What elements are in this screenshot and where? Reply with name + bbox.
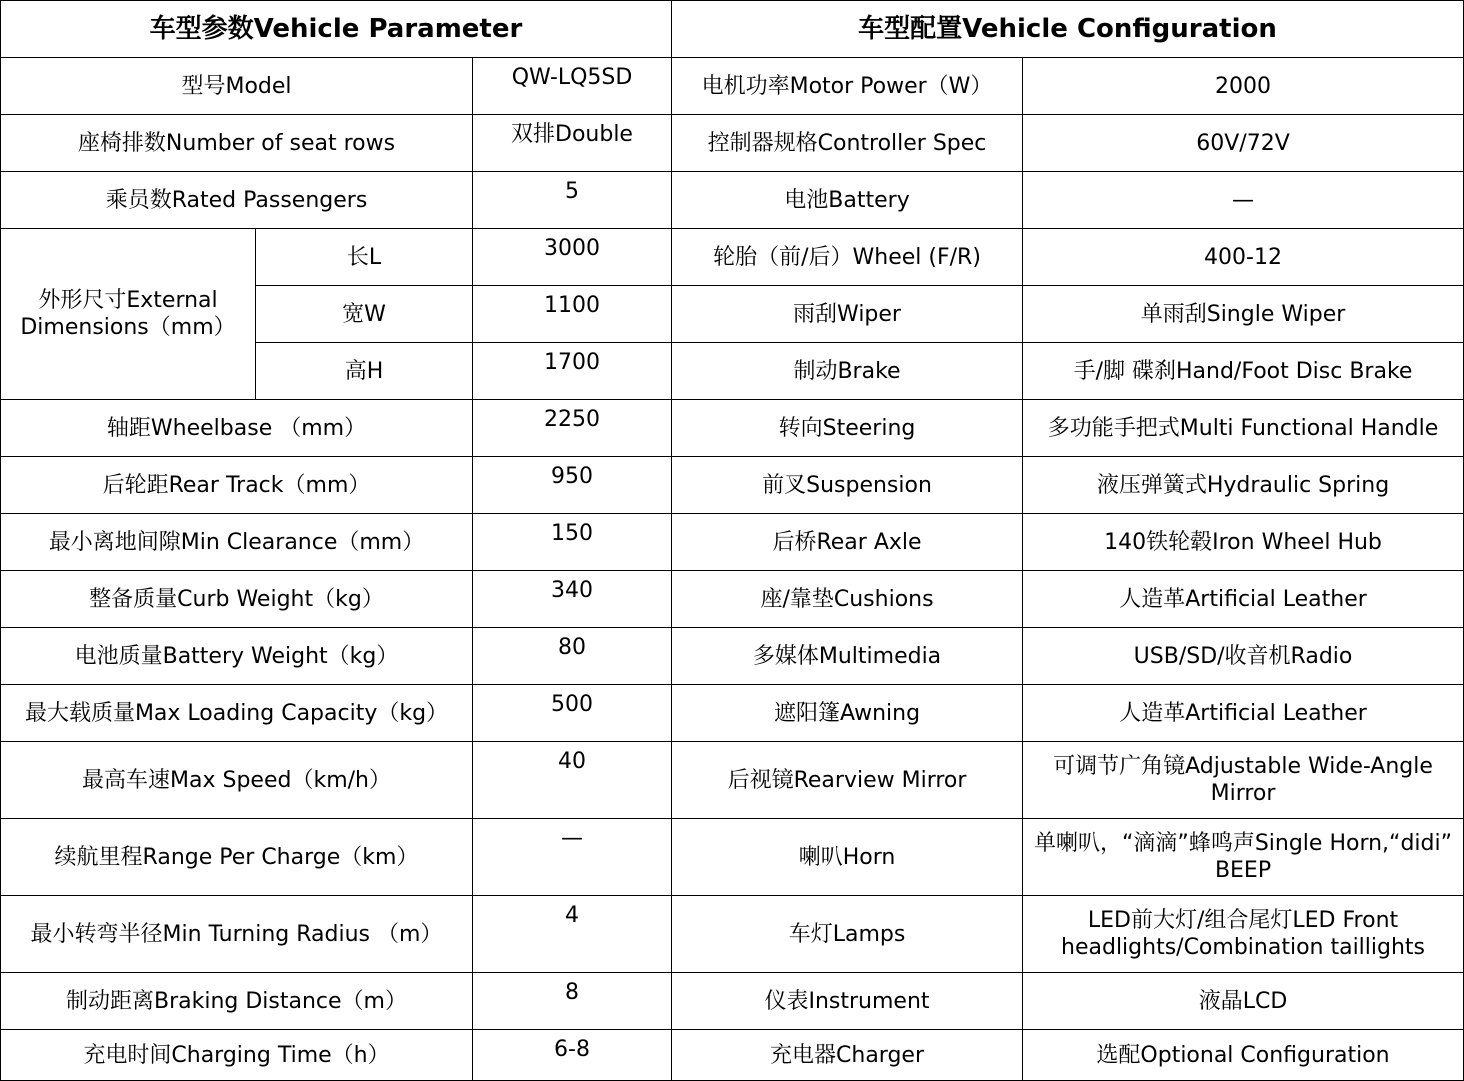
param-value: 8 bbox=[473, 973, 672, 1030]
config-label: 制动Brake bbox=[672, 343, 1023, 400]
param-value: 950 bbox=[473, 457, 672, 514]
param-value: 3000 bbox=[473, 229, 672, 286]
config-value: LED前大灯/组合尾灯LED Front headlights/Combination taillights bbox=[1023, 896, 1464, 973]
param-value: 双排Double bbox=[473, 115, 672, 172]
param-value: 40 bbox=[473, 742, 672, 819]
config-label: 座/靠垫Cushions bbox=[672, 571, 1023, 628]
table-row bbox=[1, 229, 1464, 286]
config-value: 单喇叭，“滴滴”蜂鸣声Single Horn,“didi” BEEP bbox=[1023, 819, 1464, 896]
param-value: 1100 bbox=[473, 286, 672, 343]
config-label: 车灯Lamps bbox=[672, 896, 1023, 973]
table-row bbox=[1, 973, 1464, 1030]
param-label: 制动距离Braking Distance（m） bbox=[1, 973, 473, 1030]
param-value: 6-8 bbox=[473, 1030, 672, 1081]
config-label: 控制器规格Controller Spec bbox=[672, 115, 1023, 172]
table-row bbox=[1, 819, 1464, 896]
dimension-sub-label: 宽W bbox=[256, 286, 473, 343]
table-row bbox=[1, 742, 1464, 819]
table-row bbox=[1, 58, 1464, 115]
config-label: 转向Steering bbox=[672, 400, 1023, 457]
dimensions-label: 外形尺寸External Dimensions（mm） bbox=[1, 229, 256, 400]
dimension-sub-label: 长L bbox=[256, 229, 473, 286]
config-value: 选配Optional Configuration bbox=[1023, 1030, 1464, 1081]
param-label: 电池质量Battery Weight（kg） bbox=[1, 628, 473, 685]
config-label: 充电器Charger bbox=[672, 1030, 1023, 1081]
param-value: 5 bbox=[473, 172, 672, 229]
config-value: 2000 bbox=[1023, 58, 1464, 115]
config-value: 可调节广角镜Adjustable Wide-Angle Mirror bbox=[1023, 742, 1464, 819]
param-label: 整备质量Curb Weight（kg） bbox=[1, 571, 473, 628]
config-label: 后桥Rear Axle bbox=[672, 514, 1023, 571]
config-label: 喇叭Horn bbox=[672, 819, 1023, 896]
config-value: USB/SD/收音机Radio bbox=[1023, 628, 1464, 685]
param-label: 充电时间Charging Time（h） bbox=[1, 1030, 473, 1081]
table-row bbox=[1, 457, 1464, 514]
config-value: 单雨刮Single Wiper bbox=[1023, 286, 1464, 343]
param-value: 150 bbox=[473, 514, 672, 571]
param-value: 80 bbox=[473, 628, 672, 685]
config-value: 140铁轮毂Iron Wheel Hub bbox=[1023, 514, 1464, 571]
param-label: 最高车速Max Speed（km/h） bbox=[1, 742, 473, 819]
parameter-header: 车型参数Vehicle Parameter bbox=[1, 1, 672, 58]
param-value: 2250 bbox=[473, 400, 672, 457]
configuration-header: 车型配置Vehicle Configuration bbox=[672, 1, 1464, 58]
table-row bbox=[1, 896, 1464, 973]
table-row bbox=[1, 115, 1464, 172]
config-label: 前叉Suspension bbox=[672, 457, 1023, 514]
header-row bbox=[1, 1, 1464, 58]
config-value: — bbox=[1023, 172, 1464, 229]
table-row bbox=[1, 571, 1464, 628]
param-label: 乘员数Rated Passengers bbox=[1, 172, 473, 229]
table-row bbox=[1, 400, 1464, 457]
table-row bbox=[1, 1030, 1464, 1081]
table-row bbox=[1, 628, 1464, 685]
param-label: 轴距Wheelbase （mm） bbox=[1, 400, 473, 457]
config-label: 多媒体Multimedia bbox=[672, 628, 1023, 685]
param-label: 最大载质量Max Loading Capacity（kg） bbox=[1, 685, 473, 742]
config-value: 液压弹簧式Hydraulic Spring bbox=[1023, 457, 1464, 514]
param-value: 500 bbox=[473, 685, 672, 742]
param-value: QW-LQ5SD bbox=[473, 58, 672, 115]
dimension-sub-label: 高H bbox=[256, 343, 473, 400]
config-value: 60V/72V bbox=[1023, 115, 1464, 172]
param-label: 型号Model bbox=[1, 58, 473, 115]
config-label: 电机功率Motor Power（W） bbox=[672, 58, 1023, 115]
param-value: 1700 bbox=[473, 343, 672, 400]
param-value: — bbox=[473, 819, 672, 896]
config-label: 电池Battery bbox=[672, 172, 1023, 229]
param-value: 4 bbox=[473, 896, 672, 973]
config-label: 轮胎（前/后）Wheel (F/R) bbox=[672, 229, 1023, 286]
config-value: 手/脚 碟刹Hand/Foot Disc Brake bbox=[1023, 343, 1464, 400]
table-row bbox=[1, 172, 1464, 229]
param-label: 后轮距Rear Track（mm） bbox=[1, 457, 473, 514]
config-label: 雨刮Wiper bbox=[672, 286, 1023, 343]
config-label: 遮阳篷Awning bbox=[672, 685, 1023, 742]
config-value: 液晶LCD bbox=[1023, 973, 1464, 1030]
config-value: 人造革Artificial Leather bbox=[1023, 685, 1464, 742]
param-value: 340 bbox=[473, 571, 672, 628]
config-label: 仪表Instrument bbox=[672, 973, 1023, 1030]
config-value: 400-12 bbox=[1023, 229, 1464, 286]
config-value: 人造革Artificial Leather bbox=[1023, 571, 1464, 628]
param-label: 最小转弯半径Min Turning Radius （m） bbox=[1, 896, 473, 973]
param-label: 续航里程Range Per Charge（km） bbox=[1, 819, 473, 896]
param-label: 座椅排数Number of seat rows bbox=[1, 115, 473, 172]
table-row bbox=[1, 514, 1464, 571]
config-value: 多功能手把式Multi Functional Handle bbox=[1023, 400, 1464, 457]
param-label: 最小离地间隙Min Clearance（mm） bbox=[1, 514, 473, 571]
table-row bbox=[1, 685, 1464, 742]
config-label: 后视镜Rearview Mirror bbox=[672, 742, 1023, 819]
